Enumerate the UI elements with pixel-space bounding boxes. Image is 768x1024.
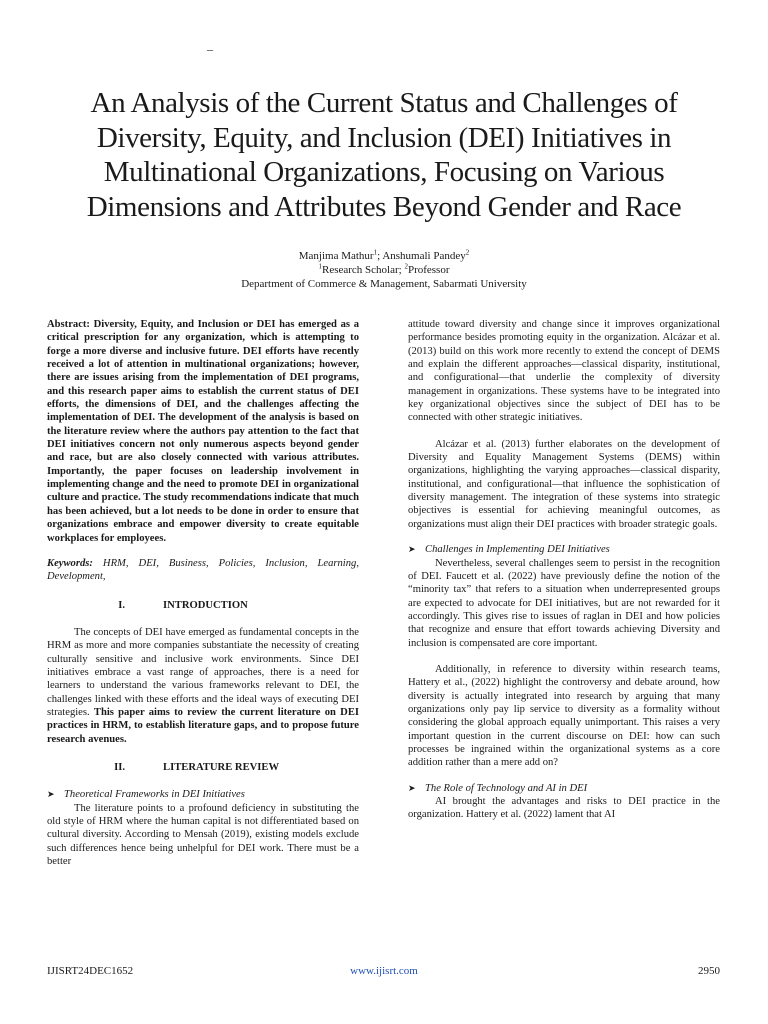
affiliation: Department of Commerce & Management, Sabarmati University	[241, 278, 527, 290]
keywords-list: HRM, DEI, Business, Policies, Inclusion, Learning, Development,	[47, 557, 359, 583]
paragraph-minority-tax: Nevertheless, several challenges seem to persist in the recognition of DEI. Faucett et al. (2022) have previously define the notion of the “minority tax” that refers to a situation when underrepresented groups are expected to advocate for DEI initiatives, but are not rewarded for it accordingly. This gives rise to issues of raglan in DEI and how policies that recognize and ensure that effort towards achieving Diversity and inclusion is compensated are core important.	[408, 557, 720, 649]
role-1: Research Scholar;	[321, 264, 405, 276]
section-number: I.	[118, 599, 125, 611]
arrow-bullet-icon: ➤	[47, 789, 55, 800]
arrow-bullet-icon: ➤	[408, 782, 416, 793]
paragraph-research-teams: Additionally, in reference to diversity within research teams, Hattery et al., (2022) highlight the controversy and debate around, how diversity is actually integrated into research by arguing that many organizations only pay lip service to diversity as a formality without considering the global approach equally unimportant. This raises a very important question in the current discourse on DEI: how can such processes be ingrained within the organizational systems as a core addition rather than a mere add on?	[408, 663, 720, 769]
author-separator: ;	[377, 250, 383, 262]
keywords	[47, 557, 359, 584]
author-1-sup: 1	[373, 248, 378, 257]
role-2: Professor	[407, 264, 450, 276]
footer-website-link[interactable]: www.ijisrt.com	[350, 965, 418, 977]
subheading-technology	[408, 782, 720, 795]
author-1: Manjima Mathur	[298, 250, 374, 262]
section-heading-literature	[47, 761, 359, 774]
paragraph-dems: attitude toward diversity and change since it improves organizational performance besides promoting equity in the organization. Alcázar et al. (2013) build on this work more recently to extend the concept of DEMS and explain the different approaches—classical disparity, institutional, and configurational—that underlie the complexity of diversity management in organizations. These systems have to be integrated into key organizational objectives since the subject of DEI has to be connected with other strategic initiatives.	[408, 319, 720, 424]
role-2-sup: 2	[404, 262, 408, 271]
footer-page-number: 2950	[698, 965, 720, 977]
keywords-label: Keywords:	[47, 557, 93, 569]
left-column	[47, 318, 359, 868]
abstract: Abstract: Diversity, Equity, and Inclusion or DEI has emerged as a critical prescription for any organization, which is attempting to forge a more diverse and inclusive future. DEI efforts have recently received a lot of attention in multinational organizations; however, there are issues arising from the implementation of DEI programs, and this research paper aims to establish the current status of DEI efforts, the dimensions of DEI, and the challenges affecting the implementation of DEI. The development of the analysis is based on the literature review where the authors pay attention to the fact that DEI initiatives concern not only numerous aspects beyond gender and race, but are also closely connected with various attributes. Importantly, the paper focuses on leadership involvement in implementing change and the need to promote DEI in organizational culture and practice. The study recommendations indicate that much has been achieved, but a lot needs to be done in order to ensure that organizations embrace and empower diversity to create equitable workplaces for employees.	[47, 319, 359, 544]
introduction-paragraph	[47, 626, 359, 746]
intro-text: The concepts of DEI have emerged as fundamental concepts in the HRM as more and more companies substantiate the necessity of creating culturally sensitive and inclusive work environments. Since DEI initiatives embrace a vast range of approaches, there is a need for learners to understand the various frameworks relevant to DEI, the challenges linked with these efforts and the ideal ways of executing DEI strategies.	[47, 626, 359, 718]
right-column	[408, 318, 720, 822]
header-dash: –	[207, 42, 213, 56]
section-heading-introduction	[47, 599, 359, 612]
subheading-text: Challenges in Implementing DEI Initiatives	[425, 544, 610, 556]
subheading-text: Theoretical Frameworks in DEI Initiatives	[64, 789, 245, 801]
role-1-sup: 1	[318, 262, 322, 271]
subheading-text: The Role of Technology and AI in DEI	[425, 782, 588, 794]
author-names	[0, 249, 768, 263]
author-block	[0, 249, 768, 291]
intro-bold-text: This paper aims to review the current literature on DEI practices in HRM, to establish literature gaps, and to propose future research avenues.	[47, 706, 360, 745]
subheading-challenges	[408, 543, 720, 556]
paper-title: An Analysis of the Current Status and Challenges of Diversity, Equity, and Inclusion (DEI) Initiatives in Multinational Organizations, Focusing on Various Dimensions and Attributes Beyond Gender and Race	[86, 87, 682, 223]
section-title: LITERATURE REVIEW	[163, 761, 280, 773]
author-roles	[0, 263, 768, 277]
subheading-frameworks	[47, 788, 359, 801]
paragraph-alcazar: Alcázar et al. (2013) further elaborates on the development of Diversity and Equality Management Systems (DEMS) within organizations, highlighting the varying approaches—classical disparity, institutional, and configurational—that influence the sophistication of diversity management. The integration of these systems into strategic objectives is essential for achieving meaningful outcomes, as organizations must align their DEI practices with broader strategic goals.	[408, 438, 720, 530]
author-2: Anshumali Pandey	[382, 250, 466, 262]
author-2-sup: 2	[465, 248, 470, 257]
section-number: II.	[114, 761, 125, 773]
section-title: INTRODUCTION	[163, 599, 248, 611]
paragraph-ai: AI brought the advantages and risks to DEI practice in the organization. Hattery et al. (2022) lament that AI	[408, 796, 720, 821]
footer-paper-id: IJISRT24DEC1652	[47, 965, 134, 977]
arrow-bullet-icon: ➤	[408, 544, 416, 555]
frameworks-paragraph: The literature points to a profound deficiency in substituting the old style of HRM where the human capital is not differentiated based on cultural diversity. According to Mensah (2019), existing models exclude such differences hence being unhelpful for DEI work. There must be a better	[47, 802, 359, 868]
